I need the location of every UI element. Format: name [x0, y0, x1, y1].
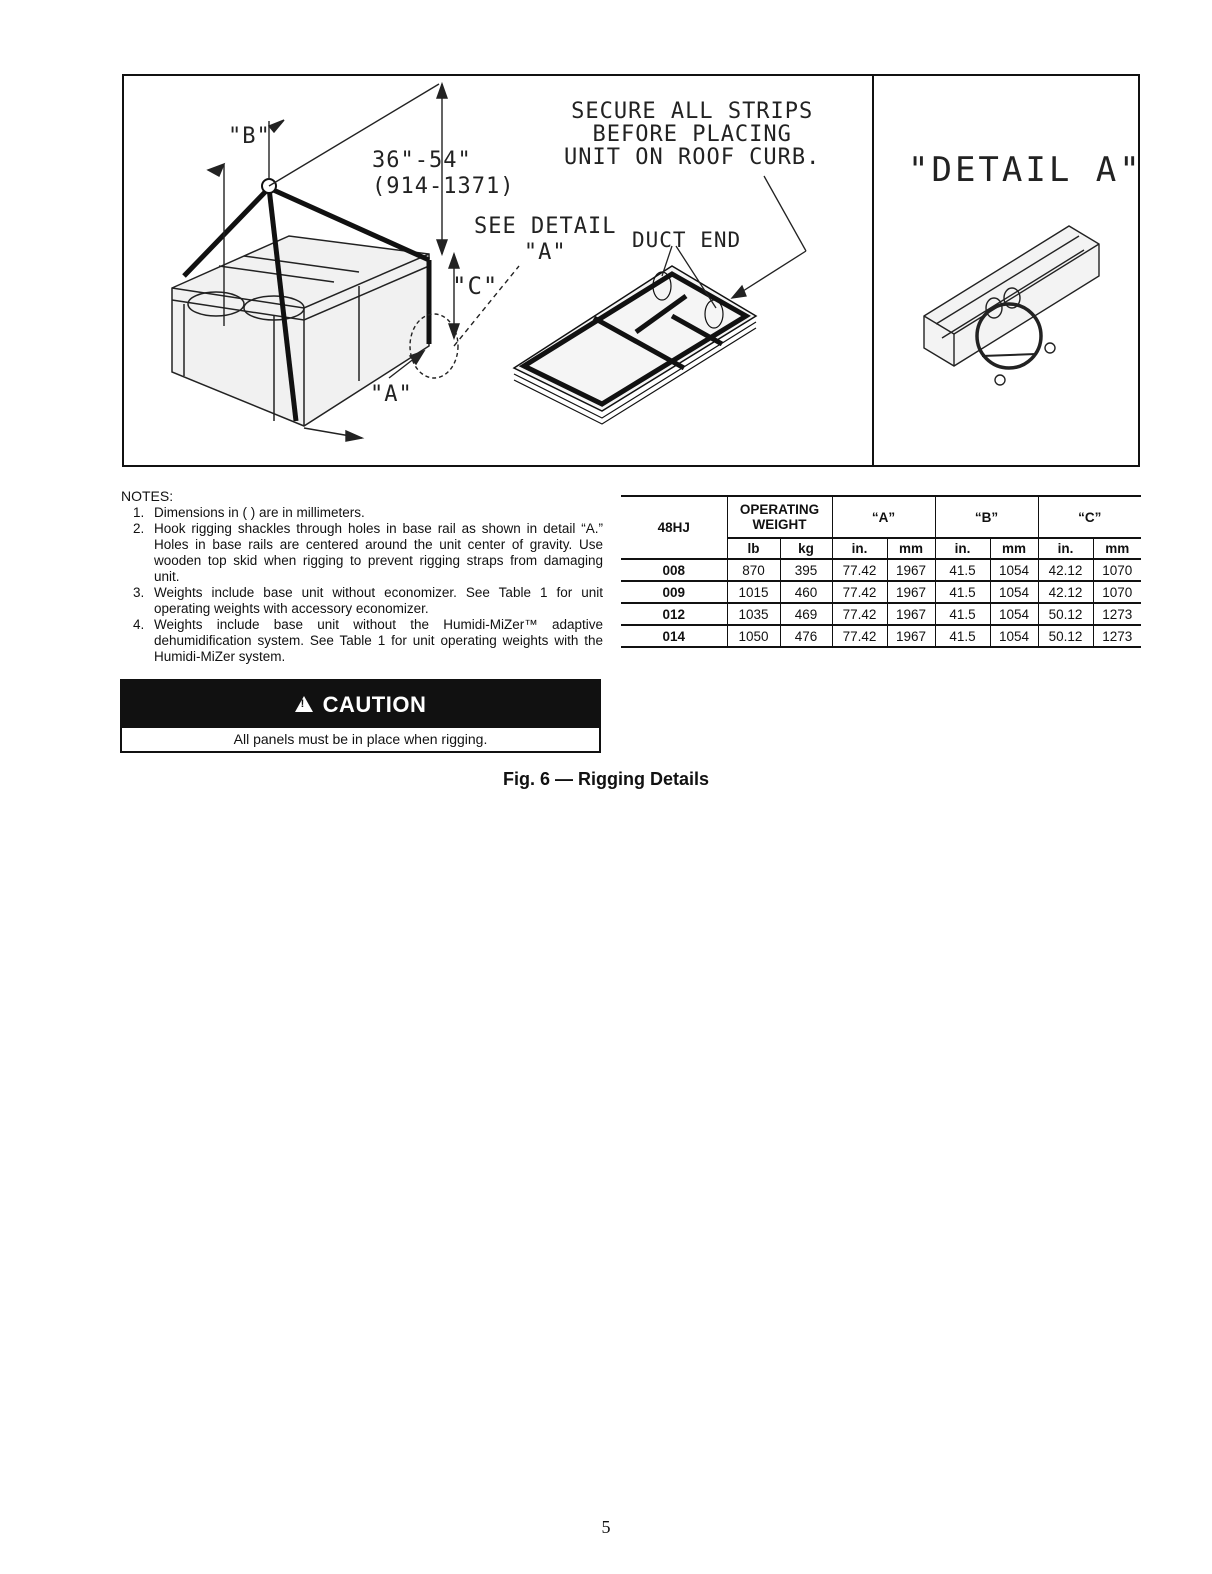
a-mm-cell: 1967 — [887, 581, 935, 603]
table-row — [621, 625, 1141, 647]
roof-curb-drawing — [514, 266, 756, 424]
caution-header — [122, 681, 599, 728]
c-in-cell: 50.12 — [1038, 603, 1093, 625]
b-in-cell: 41.5 — [935, 625, 990, 647]
weight-lb-cell: 870 — [727, 559, 780, 581]
weight-lb-cell: 1050 — [727, 625, 780, 647]
a-mm-cell: 1967 — [887, 559, 935, 581]
weight-kg-cell: 395 — [780, 559, 832, 581]
unit-mm-header: mm — [1093, 538, 1141, 559]
figure-divider — [872, 76, 874, 465]
note-item — [121, 617, 603, 665]
b-in-cell: 41.5 — [935, 581, 990, 603]
c-mm-cell: 1070 — [1093, 559, 1141, 581]
note-item — [121, 585, 603, 617]
detail-a-title: "DETAIL A" — [908, 150, 1143, 190]
dimension-a-label: "A" — [370, 382, 413, 407]
note-item — [121, 505, 603, 521]
note-text: Weights include base unit without economizer. See Table 1 for unit operating weights with accessory economizer. — [154, 585, 603, 616]
unit-kg-header: kg — [780, 538, 832, 559]
rigging-weights-table — [621, 495, 1141, 648]
secure-strips-note: SECURE ALL STRIPS BEFORE PLACING UNIT ON ROOF CURB. — [564, 99, 821, 170]
note-number: 2. — [133, 521, 145, 536]
weight-kg-cell: 460 — [780, 581, 832, 603]
figure-caption: Fig. 6 — Rigging Details — [502, 769, 709, 789]
detail-a-drawing — [924, 226, 1099, 385]
note-number: 3. — [133, 585, 145, 600]
unit-mm-header: mm — [990, 538, 1038, 559]
weight-lb-cell: 1035 — [727, 603, 780, 625]
note-item — [121, 521, 603, 585]
model-header: 48HJ — [621, 496, 727, 559]
c-mm-cell: 1273 — [1093, 603, 1141, 625]
b-in-cell: 41.5 — [935, 603, 990, 625]
model-cell: 014 — [621, 625, 727, 647]
unit-in-header: in. — [1038, 538, 1093, 559]
dimension-a-header: “A” — [832, 496, 935, 538]
height-dimension-label: 36"-54" (914-1371) — [372, 148, 515, 199]
a-in-cell: 77.42 — [832, 625, 887, 647]
a-in-cell: 77.42 — [832, 603, 887, 625]
b-mm-cell: 1054 — [990, 559, 1038, 581]
unit-in-header: in. — [832, 538, 887, 559]
weight-kg-cell: 469 — [780, 603, 832, 625]
dimension-c-header: “C” — [1038, 496, 1141, 538]
note-text: Dimensions in ( ) are in millimeters. — [154, 505, 365, 520]
c-in-cell: 42.12 — [1038, 581, 1093, 603]
see-detail-label: SEE DETAIL "A" — [474, 214, 617, 265]
a-mm-cell: 1967 — [887, 625, 935, 647]
unit-lb-header: lb — [727, 538, 780, 559]
note-number: 1. — [133, 505, 145, 520]
b-mm-cell: 1054 — [990, 603, 1038, 625]
dimension-c-label: "C" — [452, 272, 499, 300]
a-in-cell: 77.42 — [832, 581, 887, 603]
dimension-b-label: "B" — [228, 124, 271, 149]
a-mm-cell: 1967 — [887, 603, 935, 625]
model-cell: 008 — [621, 559, 727, 581]
caution-text: All panels must be in place when rigging. — [233, 731, 488, 747]
c-mm-cell: 1273 — [1093, 625, 1141, 647]
weight-lb-cell: 1015 — [727, 581, 780, 603]
duct-end-label: DUCT END — [632, 228, 742, 252]
c-in-cell: 50.12 — [1038, 625, 1093, 647]
model-cell: 009 — [621, 581, 727, 603]
notes-section — [121, 488, 603, 665]
notes-title: NOTES: — [121, 488, 174, 504]
table-row — [621, 559, 1141, 581]
rigging-figure — [122, 74, 1143, 467]
operating-weight-header: OPERATING WEIGHT — [727, 496, 832, 538]
warning-triangle-icon — [295, 696, 313, 712]
note-number: 4. — [133, 617, 145, 632]
page-number: 5 — [601, 1517, 611, 1537]
table-row — [621, 581, 1141, 603]
caution-box — [120, 679, 601, 753]
c-mm-cell: 1070 — [1093, 581, 1141, 603]
b-mm-cell: 1054 — [990, 581, 1038, 603]
model-cell: 012 — [621, 603, 727, 625]
unit-in-header: in. — [935, 538, 990, 559]
c-in-cell: 42.12 — [1038, 559, 1093, 581]
table-row — [621, 603, 1141, 625]
dimension-b-header: “B” — [935, 496, 1038, 538]
note-text: Weights include base unit without the Humidi-MiZer™ adaptive dehumidification system. See Table 1 for unit operating weights with the Humidi-MiZer system. — [154, 617, 603, 664]
unit-mm-header: mm — [887, 538, 935, 559]
caution-title: CAUTION — [322, 691, 427, 717]
a-in-cell: 77.42 — [832, 559, 887, 581]
note-text: Hook rigging shackles through holes in base rail as shown in detail “A.” Holes in base rails are centered around the unit center of gravity. Use wooden top skid when rigging to prevent rigging straps from damaging unit. — [154, 521, 603, 584]
b-in-cell: 41.5 — [935, 559, 990, 581]
b-mm-cell: 1054 — [990, 625, 1038, 647]
weight-kg-cell: 476 — [780, 625, 832, 647]
notes-list — [121, 505, 603, 665]
